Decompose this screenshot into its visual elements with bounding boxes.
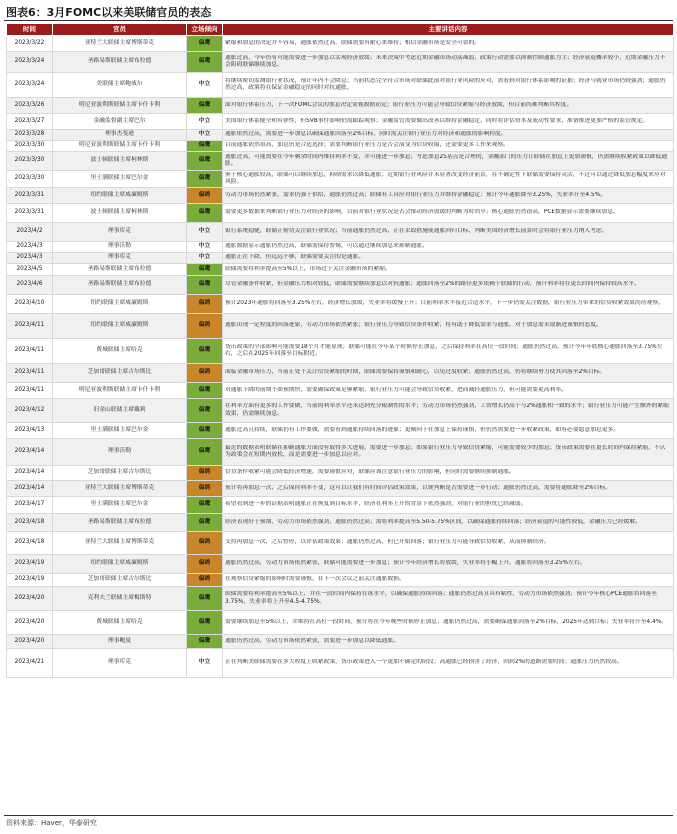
content-cell bbox=[223, 383, 674, 399]
stance-badge: 偏鸽 bbox=[187, 532, 223, 555]
official-cell: 明尼亚波利斯联储主席卡什卡利 bbox=[53, 383, 187, 399]
content-cell bbox=[223, 574, 674, 587]
content-cell bbox=[223, 130, 674, 141]
table-row bbox=[7, 314, 674, 339]
stance-badge: 偏鹰 bbox=[187, 399, 223, 423]
table-row bbox=[7, 423, 674, 439]
table-row bbox=[7, 242, 674, 253]
speech-text: 目前通胀依然很高，加息仍是合适选择；需要判断银行业压力是否会演变为信贷收缩，还需要更多工作来观察。 bbox=[225, 142, 510, 149]
official-cell: 金融监督副主席巴尔 bbox=[53, 114, 187, 130]
speech-text: 通胀依然过高，需要进一步加息以确保通胀回落至2%目标，同时需关注银行业压力对经济和通胀的影响程度。 bbox=[225, 131, 507, 138]
stance-badge: 偏鹰 bbox=[187, 514, 223, 532]
table-row bbox=[7, 36, 674, 52]
table-row bbox=[7, 481, 674, 497]
table-row bbox=[7, 141, 674, 152]
stance-badge: 偏鹰 bbox=[187, 276, 223, 295]
stance-badge: 偏鹰 bbox=[187, 339, 223, 364]
official-cell: 纽约联储主席威廉姆斯 bbox=[53, 188, 187, 204]
speech-text: 希望看到进一步的证据表明通胀正在恢复到目标水平，经济在利率上升的背景下依然强劲，对银行业的担忧已经减弱。 bbox=[225, 501, 527, 508]
date-cell: 2023/3/30 bbox=[7, 171, 53, 188]
speech-text: 通胀过高，可能需要在今年剩余时间内维持利率不变，并可能进一步加息；考虑加息25基点是合理的，金融部门的压力让联储在加息上更加谨慎，仍需继续收紧政策以降低通胀。 bbox=[225, 153, 668, 167]
stance-badge: 偏鹰 bbox=[187, 141, 223, 152]
table-row bbox=[7, 188, 674, 204]
official-cell: 圣路易斯联储主席布拉德 bbox=[53, 514, 187, 532]
content-cell bbox=[223, 497, 674, 514]
date-cell: 2023/4/14 bbox=[7, 466, 53, 481]
official-cell: 理事库克 bbox=[53, 253, 187, 264]
stance-badge: 偏鹰 bbox=[187, 587, 223, 611]
content-cell bbox=[223, 399, 674, 423]
date-cell: 2023/4/6 bbox=[7, 276, 53, 295]
stance-badge: 偏鸽 bbox=[187, 574, 223, 587]
table-row bbox=[7, 555, 674, 574]
official-cell: 纽约联储主席威廉姆斯 bbox=[53, 314, 187, 339]
content-cell bbox=[223, 314, 674, 339]
table-row bbox=[7, 364, 674, 383]
table-row bbox=[7, 635, 674, 649]
official-cell: 圣路易斯联储主席布拉德 bbox=[53, 264, 187, 276]
header-official: 官员 bbox=[53, 24, 187, 36]
stance-badge: 偏鹰 bbox=[187, 423, 223, 439]
stance-badge: 偏鸽 bbox=[187, 295, 223, 314]
speech-text: 需要更多数据来判断银行业压力对经济的影响，目前对银行业状况是否会推动经济放缓的判断为时尚早；核心通胀仍然很高，PCE数据显示需要继续加息。 bbox=[225, 209, 619, 216]
content-cell bbox=[223, 635, 674, 649]
speech-text: 面对银行体系压力，下一次FOMC会议的加息决定需视数据而定；银行业压力可能会导致信贷紧缩与经济放缓，但目前尚难判断其程度。 bbox=[225, 101, 573, 108]
stance-badge: 偏鹰 bbox=[187, 36, 223, 52]
stance-badge: 偏鹰 bbox=[187, 152, 223, 171]
content-cell bbox=[223, 339, 674, 364]
stance-badge: 中立 bbox=[187, 242, 223, 253]
speech-text: 最近的数据表明联储在抑制通胀方面没有取得多大进展，需要进一步加息；如果银行业压力导致信贷紧缩，可能需要较少的加息；货币政策需要在更长时间内保持紧缩，不认为政策会在短期内放松，而是需要进一步加息以应对。 bbox=[225, 444, 666, 458]
content-cell bbox=[223, 466, 674, 481]
stance-badge: 偏鸽 bbox=[187, 364, 223, 383]
content-cell bbox=[223, 141, 674, 152]
header-stance: 立场倾向 bbox=[187, 24, 223, 36]
date-cell: 2023/4/3 bbox=[7, 253, 53, 264]
table-row bbox=[7, 52, 674, 73]
speech-text: 将继续密切监测银行业状况，预计年内不会降息；当前状态完全符合市场对联储此前对银行业风险的应对，需看到对银行体系影响的证据；经济与就业市场仍较强劲；通胀仍然过高，政策将在保证金融稳定的同时对抗通胀。 bbox=[225, 77, 666, 91]
table-row bbox=[7, 497, 674, 514]
stance-badge: 偏鸽 bbox=[187, 314, 223, 339]
footer-rule bbox=[4, 815, 673, 816]
date-cell: 2023/3/31 bbox=[7, 204, 53, 223]
official-cell: 圣路易斯联储主席布拉德 bbox=[53, 52, 187, 73]
date-cell: 2023/4/11 bbox=[7, 364, 53, 383]
table-row bbox=[7, 253, 674, 264]
speech-text: 银行系统稳健，联储正密切关注银行业状况；当前通胀仍然过高，正在采取措施使通胀回归目标，判断美国经济增长前景时会将银行业压力纳入考虑。 bbox=[225, 228, 608, 235]
table-row bbox=[7, 466, 674, 481]
content-cell bbox=[223, 73, 674, 98]
speech-text: 经济表现好于预期，劳动力市场依然强劲，通胀仍然过高；需将利率提高至5.50-5.75%区间，以确保通胀持续回落；经济衰退的可能性较低，金融压力已经缓解。 bbox=[225, 518, 642, 525]
table-row bbox=[7, 98, 674, 114]
date-cell: 2023/3/26 bbox=[7, 98, 53, 114]
content-cell bbox=[223, 514, 674, 532]
content-cell bbox=[223, 423, 674, 439]
stance-badge: 偏鸽 bbox=[187, 466, 223, 481]
official-cell: 理事库克 bbox=[53, 223, 187, 242]
stance-badge: 中立 bbox=[187, 649, 223, 678]
table-body bbox=[7, 36, 674, 678]
stance-badge: 偏鹰 bbox=[187, 171, 223, 188]
stance-badge: 偏鸽 bbox=[187, 555, 223, 574]
official-cell: 芝加哥联储主席古尔斯比 bbox=[53, 466, 187, 481]
content-cell bbox=[223, 264, 674, 276]
official-cell: 理事杰斐逊 bbox=[53, 130, 187, 141]
content-cell bbox=[223, 555, 674, 574]
title-rule bbox=[4, 20, 673, 21]
speech-text: 支持再加息一次，之后暂停，以评估政策效果；通胀仍然过高，但已开始回落；银行业压力可能导致信贷收紧，从而抑制经济。 bbox=[225, 539, 550, 546]
official-cell: 理事沃勒 bbox=[53, 242, 187, 253]
date-cell: 2023/4/19 bbox=[7, 555, 53, 574]
content-cell bbox=[223, 611, 674, 635]
content-cell bbox=[223, 98, 674, 114]
official-cell: 芝加哥联储主席古尔斯比 bbox=[53, 574, 187, 587]
table-row bbox=[7, 223, 674, 242]
header-time: 时间 bbox=[7, 24, 53, 36]
official-cell: 里士满联储主席巴尔金 bbox=[53, 423, 187, 439]
speech-text: 通胀出现一定程度的回落迹象，劳动力市场依然紧张；银行业压力导致信贷条件收紧，将有助于降低需求与通胀，对于加息需采取渐进谨慎的态度。 bbox=[225, 322, 602, 329]
stance-badge: 偏鹰 bbox=[187, 611, 223, 635]
date-cell: 2023/4/10 bbox=[7, 295, 53, 314]
content-cell bbox=[223, 36, 674, 52]
official-cell: 费城联储主席哈克 bbox=[53, 611, 187, 635]
date-cell: 2023/4/19 bbox=[7, 574, 53, 587]
stance-badge: 偏鹰 bbox=[187, 204, 223, 223]
speech-text: 预计将再加息一次，之后保持利率不变，这可以让我们有时间评估政策效果，以便判断是否需要进一步行动；通胀仍然过高，需要将通胀降至2%目标。 bbox=[225, 484, 611, 491]
content-cell bbox=[223, 364, 674, 383]
speech-text: 尽管金融条件收紧，但金融压力相对较低，联储需要继续加息以对抗通胀；通胀回落至2%的路径更多依赖于联储的行动，预计利率将在更长时间内保持较高水平。 bbox=[225, 281, 640, 288]
official-cell: 芝加哥联储主席古尔斯比 bbox=[53, 364, 187, 383]
content-cell bbox=[223, 223, 674, 242]
date-cell: 2023/4/14 bbox=[7, 439, 53, 466]
stance-badge: 中立 bbox=[187, 253, 223, 264]
official-cell: 理事库克 bbox=[53, 649, 187, 678]
official-cell: 波士顿联储主席柯林斯 bbox=[53, 204, 187, 223]
table-row bbox=[7, 587, 674, 611]
speech-text: 紧缩和加息的决定并不容易，通胀依然过高，联储需要有耐心来维持；相信金融市场是安全可靠的。 bbox=[225, 39, 481, 46]
stance-badge: 偏鸽 bbox=[187, 481, 223, 497]
date-cell: 2023/4/2 bbox=[7, 223, 53, 242]
content-cell bbox=[223, 532, 674, 555]
table-row bbox=[7, 114, 674, 130]
speech-text: 预计2023年通胀将回落至3.25%左右，经济增长放缓，失业率将缓慢上升；目前利率水平接近合适水平，下一步仍需关注数据，银行业压力带来的信贷收紧效果尚待观察。 bbox=[225, 300, 664, 307]
table-row bbox=[7, 171, 674, 188]
official-cell: 克利夫兰联储主席梅斯特 bbox=[53, 587, 187, 611]
speech-text: 面临金融市场压力，当前正处于关注信贷紧缩的时期，联储需要保持谨慎和耐心，以免过度收紧；通胀仍然过高，仍将继续努力使其回落至2%目标。 bbox=[225, 369, 606, 376]
date-cell: 2023/4/18 bbox=[7, 532, 53, 555]
official-cell: 理事鲍曼 bbox=[53, 635, 187, 649]
date-cell: 2023/4/12 bbox=[7, 399, 53, 423]
speech-text: 对通胀下降的前期不如预期快，需要确保政策足够紧缩，银行业压力可能会导致信贷收紧，进而减轻通胀压力，但可能需要更高利率。 bbox=[225, 386, 568, 393]
official-cell: 里士满联储主席巴尔金 bbox=[53, 497, 187, 514]
speech-text: 通胀仍然过高，劳动力市场依然紧张，联储可能需要进一步加息；预计今年经济增长将放缓，失业率将小幅上升，通胀将回落至3.25%左右。 bbox=[225, 560, 586, 567]
content-cell bbox=[223, 587, 674, 611]
content-cell bbox=[223, 649, 674, 678]
speech-text: 在利率方面有更多的工作要做，当前的利率水平还未达到充分限制性的水平；劳动力市场仍然强劲，工资增长仍高于与2%通胀相一致的水平；银行业压力可能产生额外的紧缩效果，仍需继续加息。 bbox=[225, 403, 669, 417]
speech-text: 正在判断美联储需要在多大程度上收紧政策，货币政策进入一个更加不确定的阶段；高通胀已经损害了经济，回到2%的道路需要时间；通胀压力仍然较高。 bbox=[225, 659, 623, 666]
speech-text: 通胀仍然过高，劳动力市场依然紧张，需要进一步加息以降低通胀。 bbox=[225, 637, 399, 644]
speech-text: 信贷条件收紧可能会降低经济增速，需要谨慎应对，联储应该注意银行业压力的影响，但同时需要继续抑制通胀。 bbox=[225, 469, 515, 476]
date-cell: 2023/3/24 bbox=[7, 52, 53, 73]
content-cell bbox=[223, 481, 674, 497]
content-cell bbox=[223, 439, 674, 466]
date-cell: 2023/3/22 bbox=[7, 36, 53, 52]
table-row bbox=[7, 276, 674, 295]
official-cell: 亚特兰大联储主席博斯蒂克 bbox=[53, 36, 187, 52]
official-cell: 亚特兰大联储主席博斯蒂克 bbox=[53, 532, 187, 555]
content-cell bbox=[223, 253, 674, 264]
speech-text: 通胀过高且持续，联储仍有工作要做，需要看到通胀持续回落的迹象；更倾向于在加息上保持谨慎，但仍然需要进一步收紧政策，如有必要愿意加息更多。 bbox=[225, 426, 620, 433]
date-cell: 2023/3/28 bbox=[7, 130, 53, 141]
official-cell: 明尼亚波利斯联储主席卡什卡利 bbox=[53, 98, 187, 114]
date-cell: 2023/4/5 bbox=[7, 264, 53, 276]
stance-badge: 中立 bbox=[187, 130, 223, 141]
table-row bbox=[7, 204, 674, 223]
date-cell: 2023/3/30 bbox=[7, 141, 53, 152]
stance-badge: 偏鹰 bbox=[187, 497, 223, 514]
date-cell: 2023/4/13 bbox=[7, 423, 53, 439]
header-content: 主要讲话内容 bbox=[223, 24, 674, 36]
date-cell: 2023/3/27 bbox=[7, 114, 53, 130]
date-cell: 2023/4/21 bbox=[7, 649, 53, 678]
official-cell: 纽约联储主席威廉姆斯 bbox=[53, 295, 187, 314]
official-cell: 费城联储主席哈克 bbox=[53, 339, 187, 364]
stance-badge: 偏鹰 bbox=[187, 264, 223, 276]
content-cell bbox=[223, 276, 674, 295]
table-row bbox=[7, 611, 674, 635]
stance-badge: 中立 bbox=[187, 73, 223, 98]
table-row bbox=[7, 383, 674, 399]
stance-badge: 偏鹰 bbox=[187, 98, 223, 114]
speech-text: 货币政策的全部影响可能需要18个月才能显现；联储可能在今年某个时候停止加息，之后保持利率在高位一段时间；通胀仍然过高，预计今年年底核心通胀回落至3.75%左右，之后在2025年回落至目标附近。 bbox=[225, 343, 663, 357]
fomc-speech-table bbox=[6, 23, 674, 678]
date-cell: 2023/4/20 bbox=[7, 587, 53, 611]
date-cell: 2023/4/20 bbox=[7, 635, 53, 649]
official-cell: 里士满联储主席巴尔金 bbox=[53, 171, 187, 188]
speech-text: 联储需要将利率提高至5%以上，市场过于关注金融市场的紧缩。 bbox=[225, 265, 391, 272]
stance-badge: 偏鹰 bbox=[187, 439, 223, 466]
table-row bbox=[7, 264, 674, 276]
date-cell: 2023/4/18 bbox=[7, 514, 53, 532]
speech-text: 通胀过高，今年仍有可能需要进一步加息以实现经济放缓；未来决策中考虑近期金融市场动荡减弱，政策行动需要以抑制控制通胀为主；经济衰退概率较小，近期金融压力不会阻碍联储继续加息。 bbox=[225, 54, 666, 68]
table-row bbox=[7, 532, 674, 555]
official-cell: 亚特兰大联储主席博斯蒂克 bbox=[53, 481, 187, 497]
table-row bbox=[7, 574, 674, 587]
stance-badge: 偏鸽 bbox=[187, 188, 223, 204]
date-cell: 2023/4/3 bbox=[7, 242, 53, 253]
speech-text: 需要继续加息至5%以上，并维持在高位一段时间，预计将在今年晚些时候停止加息；通胀仍然过高，需要确保通胀回落至2%目标，2025年达到目标；失业率将升至4.4%。 bbox=[225, 618, 668, 625]
table-row bbox=[7, 73, 674, 98]
table-row bbox=[7, 130, 674, 141]
date-cell: 2023/3/30 bbox=[7, 152, 53, 171]
official-cell: 明尼亚波利斯联储主席卡什卡利 bbox=[53, 141, 187, 152]
content-cell bbox=[223, 152, 674, 171]
table-row bbox=[7, 152, 674, 171]
speech-text: 鉴于核心通胀较高，联储可以继续加息，抑制需求以降低通胀；近期银行业风险并未显著改变经济前景，在不确定性下联储需要保持灵活，不过可以通过降低加息幅度来应对风险。 bbox=[225, 172, 666, 186]
speech-text: 在观察信贷紧缩的影响时需要谨慎，在下一次会议之前关注通胀数据。 bbox=[225, 576, 405, 583]
stance-badge: 偏鹰 bbox=[187, 52, 223, 73]
stance-badge: 中立 bbox=[187, 223, 223, 242]
table-row bbox=[7, 339, 674, 364]
speech-text: 美国银行体系健全和有弹性，但SVB事件影响仍需跟踪观察；金融监管需要做出改善以维持金融稳定，同时将评估资本及流动性要求，准备推进更加严格的监管规定。 bbox=[225, 117, 649, 124]
date-cell: 2023/4/20 bbox=[7, 611, 53, 635]
official-cell: 圣路易斯联储主席布拉德 bbox=[53, 276, 187, 295]
table-row bbox=[7, 649, 674, 678]
figure-title: 图表6：3月FOMC以来美联储官员的表态 bbox=[6, 6, 212, 19]
speech-text: 通胀数据显示通胀仍然过高，联储需保持警惕，可以通过继续加息来抑制通胀。 bbox=[225, 243, 428, 250]
content-cell bbox=[223, 204, 674, 223]
date-cell: 2023/4/11 bbox=[7, 383, 53, 399]
stance-badge: 偏鹰 bbox=[187, 635, 223, 649]
date-cell: 2023/3/24 bbox=[7, 73, 53, 98]
official-cell: 波士顿联储主席柯林斯 bbox=[53, 152, 187, 171]
speech-text: 通胀正在下降，但远远不够，联储需要关注的是通胀。 bbox=[225, 254, 365, 261]
content-cell bbox=[223, 295, 674, 314]
speech-text: 劳动力市场仍然紧张，需求仍强于供给，通胀仍然过高；联储有工具应对银行业压力并维持金融稳定；预计今年通胀降至3.25%，失业率升至4.5%。 bbox=[225, 191, 606, 198]
date-cell: 2023/4/11 bbox=[7, 314, 53, 339]
date-cell: 2023/3/31 bbox=[7, 188, 53, 204]
table-row bbox=[7, 295, 674, 314]
table-header-row bbox=[7, 24, 674, 36]
table-row bbox=[7, 514, 674, 532]
speech-text: 联储需要将利率提高至5%以上，并在一段时间内保持在该水平，以确保通胀持续回落；通胀仍然过高且具有粘性，劳动力市场依然强劲；预计今年核心PCE通胀将回落至3.75%，失业率将上升至4.5-4.75%。 bbox=[225, 591, 657, 605]
official-cell: 纽约联储主席威廉姆斯 bbox=[53, 555, 187, 574]
stance-badge: 中立 bbox=[187, 114, 223, 130]
table-row bbox=[7, 439, 674, 466]
official-cell: 旧金山联储主席戴莉 bbox=[53, 399, 187, 423]
date-cell: 2023/4/14 bbox=[7, 481, 53, 497]
content-cell bbox=[223, 188, 674, 204]
content-cell bbox=[223, 114, 674, 130]
date-cell: 2023/4/11 bbox=[7, 339, 53, 364]
content-cell bbox=[223, 171, 674, 188]
table-row bbox=[7, 399, 674, 423]
content-cell bbox=[223, 242, 674, 253]
content-cell bbox=[223, 52, 674, 73]
source-note: 资料来源：Haver，华泰研究 bbox=[6, 819, 97, 827]
official-cell: 理事沃勒 bbox=[53, 439, 187, 466]
official-cell: 美联储主席鲍威尔 bbox=[53, 73, 187, 98]
stance-badge: 偏鹰 bbox=[187, 383, 223, 399]
date-cell: 2023/4/17 bbox=[7, 497, 53, 514]
